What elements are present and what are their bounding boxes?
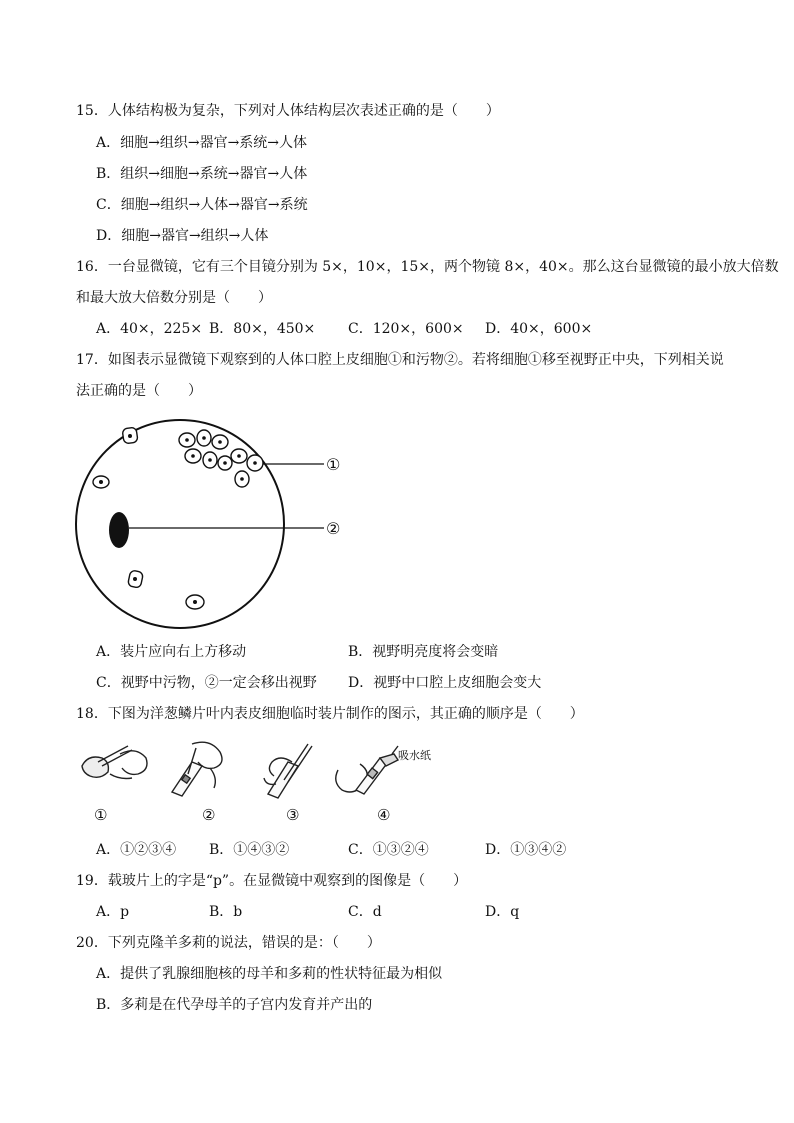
step-3-illustration	[264, 744, 312, 798]
step-label-4: ④	[377, 806, 391, 824]
question-17-option-a: A．装片应向右上方移动	[96, 644, 247, 660]
epithelial-cell	[122, 427, 138, 444]
question-18-option-b: B．①④③②	[209, 842, 290, 858]
question-19-option-d: D．q	[485, 904, 520, 920]
question-17-stem-line1: 17．如图表示显微镜下观察到的人体口腔上皮细胞①和污物②。若将细胞①移至视野正中央，下列相关说	[76, 352, 724, 368]
epithelial-cell	[93, 476, 109, 488]
question-15-stem: 15．人体结构极为复杂，下列对人体结构层次表述正确的是（ ）	[76, 103, 500, 119]
question-16-option-c: C．120×，600×	[348, 321, 464, 337]
step-label-3: ③	[286, 806, 300, 824]
epithelial-cell	[186, 595, 204, 609]
question-16-stem-line2: 和最大放大倍数分别是（ ）	[76, 290, 272, 306]
label-2: ②	[326, 519, 341, 538]
question-15-option-d: D．细胞→器官→组织→人体	[96, 228, 269, 244]
question-15-option-b: B．组织→细胞→系统→器官→人体	[96, 166, 308, 182]
question-16-option-b: B．80×，450×	[209, 321, 316, 337]
question-19-option-b: B．b	[209, 904, 243, 920]
question-17-option-d: D．视野中口腔上皮细胞会变大	[348, 675, 542, 691]
question-16-option-a: A．40×，225×	[96, 321, 203, 337]
question-16-stem-line1: 16．一台显微镜，它有三个目镜分别为 5×，10×，15×，两个物镜 8×，40×。那么这台显微镜的最小放大倍数	[76, 259, 779, 275]
question-19-option-c: C．d	[348, 904, 382, 920]
question-19-option-a: A．p	[96, 904, 130, 920]
dirt-particle	[109, 512, 129, 548]
blotting-paper-label: 吸水纸	[398, 749, 431, 762]
question-20-stem: 20．下列克隆羊多莉的说法，错误的是：（ ）	[76, 935, 381, 951]
question-18-option-c: C．①③②④	[348, 842, 429, 858]
microscope-field-figure	[70, 418, 360, 633]
question-16-option-d: D．40×，600×	[485, 321, 593, 337]
step-1-illustration	[82, 746, 147, 779]
step-2-illustration	[172, 742, 222, 796]
question-15-option-a: A．细胞→组织→器官→系统→人体	[96, 135, 308, 151]
question-20-option-b: B．多莉是在代孕母羊的子宫内发育并产出的	[96, 997, 373, 1013]
question-17-option-b: B．视野明亮度将会变暗	[348, 644, 499, 660]
question-18-stem: 18．下图为洋葱鳞片叶内表皮细胞临时装片制作的图示，其正确的顺序是（ ）	[76, 706, 584, 722]
question-17-option-c: C．视野中污物，②一定会移出视野	[96, 675, 317, 691]
step-label-2: ②	[202, 806, 216, 824]
label-1: ①	[326, 455, 341, 474]
question-19-stem: 19．载玻片上的字是“p”。在显微镜中观察到的图像是（ ）	[76, 873, 468, 889]
question-15-option-c: C．细胞→组织→人体→器官→系统	[96, 197, 308, 213]
step-4-illustration	[336, 746, 398, 794]
question-17-stem-line2: 法正确的是（ ）	[76, 383, 202, 399]
question-18-option-d: D．①③④②	[485, 842, 567, 858]
slide-preparation-figure	[80, 740, 431, 825]
field-of-view-circle	[76, 420, 284, 628]
question-20-option-a: A．提供了乳腺细胞核的母羊和多莉的性状特征最为相似	[96, 966, 443, 982]
step-label-1: ①	[94, 806, 108, 824]
question-18-option-a: A．①②③④	[96, 842, 177, 858]
